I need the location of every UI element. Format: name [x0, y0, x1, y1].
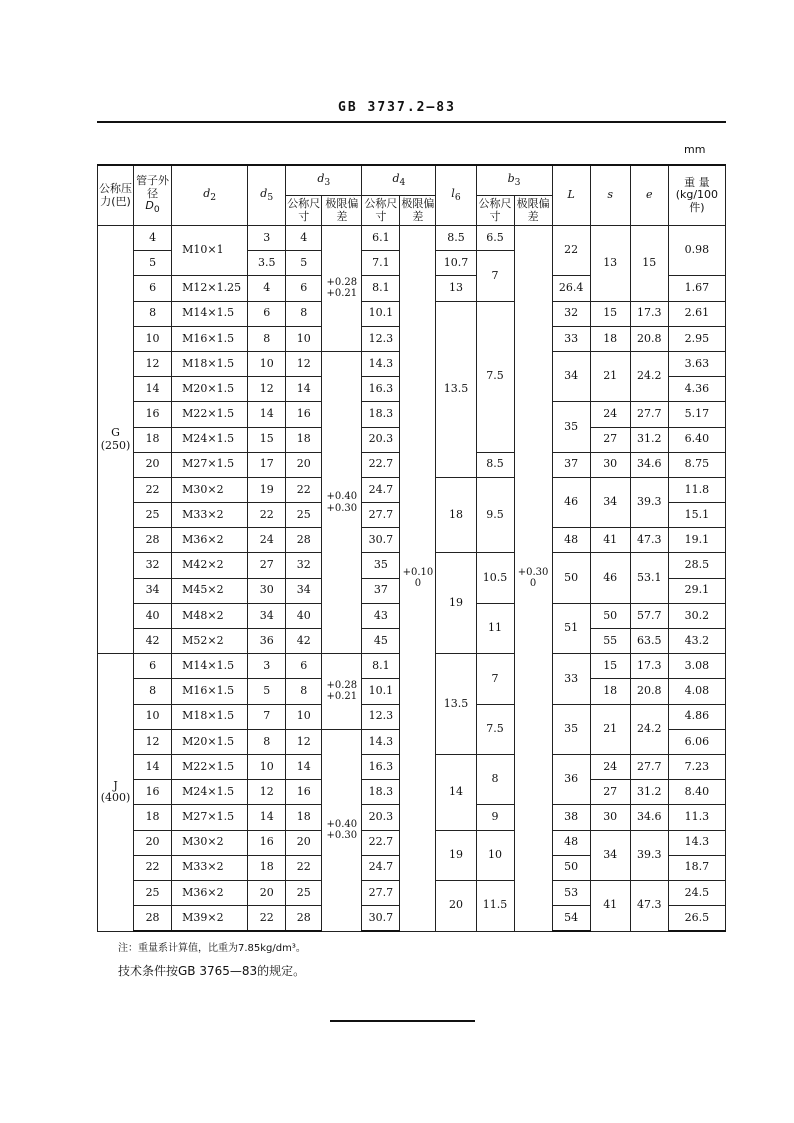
cell: 8 — [286, 679, 322, 704]
cell: 18 — [590, 679, 630, 704]
cell: M22×1.5 — [172, 754, 248, 779]
cell: 50 — [552, 855, 590, 880]
cell: 31.2 — [630, 427, 668, 452]
cell: 32 — [286, 553, 322, 578]
cell: 8 — [248, 326, 286, 351]
cell: 7.5 — [476, 301, 514, 452]
cell: 12 — [134, 351, 172, 376]
cell: 16 — [134, 402, 172, 427]
cell: 20.3 — [362, 427, 400, 452]
cell: M30×2 — [172, 477, 248, 502]
cell: 18.7 — [668, 855, 725, 880]
cell: 53.1 — [630, 553, 668, 603]
cell: 15 — [590, 654, 630, 679]
cell: 14 — [286, 377, 322, 402]
cell: 27 — [590, 780, 630, 805]
cell: 6 — [248, 301, 286, 326]
cell: 20 — [286, 830, 322, 855]
cell: M33×2 — [172, 503, 248, 528]
cell: 14.3 — [362, 729, 400, 754]
col-L: L — [552, 165, 590, 226]
col-s: s — [590, 165, 630, 226]
cell: 15 — [590, 301, 630, 326]
cell: 33 — [552, 326, 590, 351]
cell: 36 — [248, 629, 286, 654]
cell: 3 — [248, 226, 286, 251]
cell: 18 — [590, 326, 630, 351]
cell: M18×1.5 — [172, 704, 248, 729]
cell: 14 — [248, 805, 286, 830]
col-d4: $d_4$ — [362, 165, 436, 196]
cell: 35 — [362, 553, 400, 578]
unit-label: mm — [684, 143, 706, 156]
cell: 25 — [134, 880, 172, 905]
cell: 22 — [134, 855, 172, 880]
cell: 8.5 — [476, 452, 514, 477]
cell: 29.1 — [668, 578, 725, 603]
cell: 46 — [552, 477, 590, 527]
pressure-group-j: J (400) — [98, 654, 134, 932]
cell: M36×2 — [172, 880, 248, 905]
cell: 25 — [134, 503, 172, 528]
cell: 9 — [476, 805, 514, 830]
cell: 6.1 — [362, 226, 400, 251]
cell: 4 — [248, 276, 286, 301]
cell: 14 — [248, 402, 286, 427]
footnote: 注：重量系计算值，比重为7.85kg/dm³。 — [118, 943, 306, 954]
cell: 39.3 — [630, 477, 668, 527]
cell: 27 — [590, 427, 630, 452]
cell: 22 — [286, 477, 322, 502]
col-d2: $d_2$ — [172, 165, 248, 226]
cell: 16 — [286, 780, 322, 805]
cell: 1.67 — [668, 276, 725, 301]
cell: 18 — [134, 805, 172, 830]
cell: 14 — [134, 377, 172, 402]
cell: 2.95 — [668, 326, 725, 351]
col-l6: $l_6$ — [436, 165, 476, 226]
cell: 28.5 — [668, 553, 725, 578]
cell: 12 — [248, 780, 286, 805]
cell: 38 — [552, 805, 590, 830]
cell: 24.2 — [630, 704, 668, 754]
tolerance-cell: +0.10 0 — [400, 226, 436, 932]
cell: 16.3 — [362, 377, 400, 402]
cell: 26.5 — [668, 906, 725, 932]
cell: 8.5 — [436, 226, 476, 251]
cell: 8.1 — [362, 654, 400, 679]
cell: 8 — [286, 301, 322, 326]
cell: 30.7 — [362, 906, 400, 932]
cell: 18.3 — [362, 402, 400, 427]
cell: 54 — [552, 906, 590, 932]
cell: 19 — [436, 830, 476, 880]
col-b3-nominal: 公称尺寸 — [476, 196, 514, 226]
cell: 20.8 — [630, 326, 668, 351]
cell: 20.8 — [630, 679, 668, 704]
cell: 34 — [590, 830, 630, 880]
col-d4-tolerance: 极限偏差 — [400, 196, 436, 226]
cell: 6.5 — [476, 226, 514, 251]
cell: 55 — [590, 629, 630, 654]
cell: 4.36 — [668, 377, 725, 402]
cell: 28 — [286, 906, 322, 932]
cell: 13.5 — [436, 301, 476, 477]
tolerance-cell: +0.28 +0.21 — [322, 654, 362, 730]
cell: 27.7 — [362, 880, 400, 905]
tolerance-cell: +0.28 +0.21 — [322, 226, 362, 352]
table-row — [98, 226, 726, 251]
cell: 8 — [476, 754, 514, 804]
tolerance-cell: +0.40 +0.30 — [322, 729, 362, 931]
cell: 6.40 — [668, 427, 725, 452]
cell: 10 — [286, 704, 322, 729]
cell: 34 — [552, 351, 590, 401]
cell: 9.5 — [476, 477, 514, 553]
cell: M27×1.5 — [172, 805, 248, 830]
cell: 17.3 — [630, 301, 668, 326]
cell: 19.1 — [668, 528, 725, 553]
col-d4-nominal: 公称尺寸 — [362, 196, 400, 226]
cell: 4.08 — [668, 679, 725, 704]
cell: M20×1.5 — [172, 729, 248, 754]
cell: 24.2 — [630, 351, 668, 401]
cell: 20.3 — [362, 805, 400, 830]
cell: 18.3 — [362, 780, 400, 805]
cell: 15 — [248, 427, 286, 452]
cell: 13 — [590, 226, 630, 302]
cell: 48 — [552, 830, 590, 855]
cell: 31.2 — [630, 780, 668, 805]
cell: 36 — [552, 754, 590, 804]
cell: 15 — [630, 226, 668, 302]
cell: 6 — [286, 654, 322, 679]
cell: 28 — [286, 528, 322, 553]
cell: 47.3 — [630, 528, 668, 553]
cell: 43.2 — [668, 629, 725, 654]
cell: 12 — [286, 351, 322, 376]
cell: 20 — [286, 452, 322, 477]
cell: 8.40 — [668, 780, 725, 805]
cell: 7 — [476, 251, 514, 301]
cell: 16 — [134, 780, 172, 805]
cell: 21 — [590, 351, 630, 401]
cell: 11 — [476, 603, 514, 653]
tolerance-cell: +0.40 +0.30 — [322, 351, 362, 653]
cell: 6 — [134, 654, 172, 679]
cell: 40 — [286, 603, 322, 628]
standard-code-header: GB 3737.2—83 — [338, 100, 456, 115]
cell: M14×1.5 — [172, 301, 248, 326]
cell: 20 — [436, 880, 476, 931]
cell: M33×2 — [172, 855, 248, 880]
cell: M24×1.5 — [172, 427, 248, 452]
dimension-table — [97, 164, 726, 932]
cell: 43 — [362, 603, 400, 628]
cell: 14.3 — [362, 351, 400, 376]
cell: 11.5 — [476, 880, 514, 931]
cell: 22 — [552, 226, 590, 276]
col-d3: $d_3$ — [286, 165, 362, 196]
cell: 63.5 — [630, 629, 668, 654]
cell: 27.7 — [630, 402, 668, 427]
cell: 22.7 — [362, 830, 400, 855]
cell: 24.5 — [668, 880, 725, 905]
cell: 30.7 — [362, 528, 400, 553]
cell: 35 — [552, 402, 590, 452]
cell: 25 — [286, 503, 322, 528]
cell: 14 — [286, 754, 322, 779]
cell: 18 — [436, 477, 476, 553]
cell: 12 — [286, 729, 322, 754]
cell: 32 — [552, 301, 590, 326]
cell: 34 — [248, 603, 286, 628]
cell: 34 — [286, 578, 322, 603]
col-d3-nominal: 公称尺寸 — [286, 196, 322, 226]
technical-conditions-note: 技术条件按GB 3765—83的规定。 — [118, 964, 306, 978]
cell: M22×1.5 — [172, 402, 248, 427]
cell: M20×1.5 — [172, 377, 248, 402]
cell: 48 — [552, 528, 590, 553]
cell: 35 — [552, 704, 590, 754]
tolerance-cell: +0.30 0 — [514, 226, 552, 932]
cell: 34.6 — [630, 805, 668, 830]
col-b3-tolerance: 极限偏差 — [514, 196, 552, 226]
cell: 20 — [248, 880, 286, 905]
cell: M48×2 — [172, 603, 248, 628]
cell: 30 — [590, 452, 630, 477]
cell: 8 — [134, 679, 172, 704]
cell: 46 — [590, 553, 630, 603]
cell: 8.1 — [362, 276, 400, 301]
cell: 28 — [134, 528, 172, 553]
cell: 22 — [248, 503, 286, 528]
cell: 50 — [590, 603, 630, 628]
cell: 10.1 — [362, 679, 400, 704]
cell: 10 — [248, 754, 286, 779]
cell: M10×1 — [172, 226, 248, 276]
cell: 32 — [134, 553, 172, 578]
cell: 10 — [476, 830, 514, 880]
cell: 30 — [590, 805, 630, 830]
cell: 10 — [248, 351, 286, 376]
cell: 10 — [134, 704, 172, 729]
cell: M12×1.25 — [172, 276, 248, 301]
header-rule — [97, 121, 726, 123]
cell: 15.1 — [668, 503, 725, 528]
cell: 53 — [552, 880, 590, 905]
cell: 10.7 — [436, 251, 476, 276]
cell: 6 — [286, 276, 322, 301]
cell: 5 — [248, 679, 286, 704]
cell: 13 — [436, 276, 476, 301]
cell: 7 — [476, 654, 514, 704]
cell: 17 — [248, 452, 286, 477]
cell: 16 — [286, 402, 322, 427]
cell: 7 — [248, 704, 286, 729]
cell: M27×1.5 — [172, 452, 248, 477]
cell: M16×1.5 — [172, 326, 248, 351]
cell: 22 — [134, 477, 172, 502]
cell: M52×2 — [172, 629, 248, 654]
cell: 37 — [552, 452, 590, 477]
cell: 13.5 — [436, 654, 476, 755]
cell: 18 — [286, 427, 322, 452]
cell: 19 — [436, 553, 476, 654]
cell: 34 — [134, 578, 172, 603]
cell: 41 — [590, 880, 630, 931]
cell: 18 — [286, 805, 322, 830]
cell: 7.1 — [362, 251, 400, 276]
cell: 3.08 — [668, 654, 725, 679]
cell: 12 — [134, 729, 172, 754]
cell: 3.63 — [668, 351, 725, 376]
cell: 10 — [286, 326, 322, 351]
cell: 22.7 — [362, 452, 400, 477]
cell: M24×1.5 — [172, 780, 248, 805]
cell: M39×2 — [172, 906, 248, 932]
cell: 41 — [590, 528, 630, 553]
cell: 10.1 — [362, 301, 400, 326]
cell: 6.06 — [668, 729, 725, 754]
cell: 6 — [134, 276, 172, 301]
cell: 45 — [362, 629, 400, 654]
col-d5: $d_5$ — [248, 165, 286, 226]
cell: 16 — [248, 830, 286, 855]
cell: 14.3 — [668, 830, 725, 855]
col-weight: 重 量 (kg/100件) — [668, 165, 725, 226]
col-b3: $b_3$ — [476, 165, 552, 196]
col-d3-tolerance: 极限偏差 — [322, 196, 362, 226]
cell: 10.5 — [476, 553, 514, 603]
cell: 10 — [134, 326, 172, 351]
cell: 42 — [134, 629, 172, 654]
cell: 5 — [134, 251, 172, 276]
cell: 51 — [552, 603, 590, 653]
cell: M45×2 — [172, 578, 248, 603]
cell: 19 — [248, 477, 286, 502]
cell: 11.8 — [668, 477, 725, 502]
cell: 11.3 — [668, 805, 725, 830]
cell: 25 — [286, 880, 322, 905]
cell: 17.3 — [630, 654, 668, 679]
cell: 4 — [134, 226, 172, 251]
cell: 33 — [552, 654, 590, 704]
cell: 37 — [362, 578, 400, 603]
cell: 27 — [248, 553, 286, 578]
cell: 24.7 — [362, 855, 400, 880]
cell: 2.61 — [668, 301, 725, 326]
cell: M42×2 — [172, 553, 248, 578]
cell: 4 — [286, 226, 322, 251]
cell: 12 — [248, 377, 286, 402]
cell: 3 — [248, 654, 286, 679]
cell: 12.3 — [362, 326, 400, 351]
col-e: e — [630, 165, 668, 226]
cell: 28 — [134, 906, 172, 932]
cell: 34.6 — [630, 452, 668, 477]
cell: 16.3 — [362, 754, 400, 779]
cell: 47.3 — [630, 880, 668, 931]
cell: 57.7 — [630, 603, 668, 628]
cell: 4.86 — [668, 704, 725, 729]
cell: 27.7 — [362, 503, 400, 528]
cell: 20 — [134, 830, 172, 855]
cell: 7.5 — [476, 704, 514, 754]
cell: 40 — [134, 603, 172, 628]
cell: 0.98 — [668, 226, 725, 276]
cell: 39.3 — [630, 830, 668, 880]
cell: 8 — [248, 729, 286, 754]
cell: 18 — [134, 427, 172, 452]
cell: 30.2 — [668, 603, 725, 628]
cell: M18×1.5 — [172, 351, 248, 376]
cell: 34 — [590, 477, 630, 527]
cell: 30 — [248, 578, 286, 603]
cell: M14×1.5 — [172, 654, 248, 679]
cell: 24 — [590, 402, 630, 427]
cell: M16×1.5 — [172, 679, 248, 704]
cell: 5 — [286, 251, 322, 276]
cell: 12.3 — [362, 704, 400, 729]
cell: 22 — [248, 906, 286, 932]
col-pipe-od: 管子外径 $D_0$ — [134, 165, 172, 226]
cell: 26.4 — [552, 276, 590, 301]
cell: 24 — [590, 754, 630, 779]
cell: 18 — [248, 855, 286, 880]
cell: 50 — [552, 553, 590, 603]
cell: 20 — [134, 452, 172, 477]
pressure-group-g: G (250) — [98, 226, 134, 654]
cell: 8.75 — [668, 452, 725, 477]
col-pressure: 公称压力(巴) — [98, 165, 134, 226]
cell: 27.7 — [630, 754, 668, 779]
cell: 8 — [134, 301, 172, 326]
cell: 22 — [286, 855, 322, 880]
cell: 21 — [590, 704, 630, 754]
cell: 5.17 — [668, 402, 725, 427]
cell: 3.5 — [248, 251, 286, 276]
cell: M36×2 — [172, 528, 248, 553]
footer-rule — [330, 1020, 475, 1022]
cell: 14 — [134, 754, 172, 779]
cell: 42 — [286, 629, 322, 654]
cell: 7.23 — [668, 754, 725, 779]
cell: 14 — [436, 754, 476, 830]
cell: 24.7 — [362, 477, 400, 502]
cell: 24 — [248, 528, 286, 553]
cell: M30×2 — [172, 830, 248, 855]
